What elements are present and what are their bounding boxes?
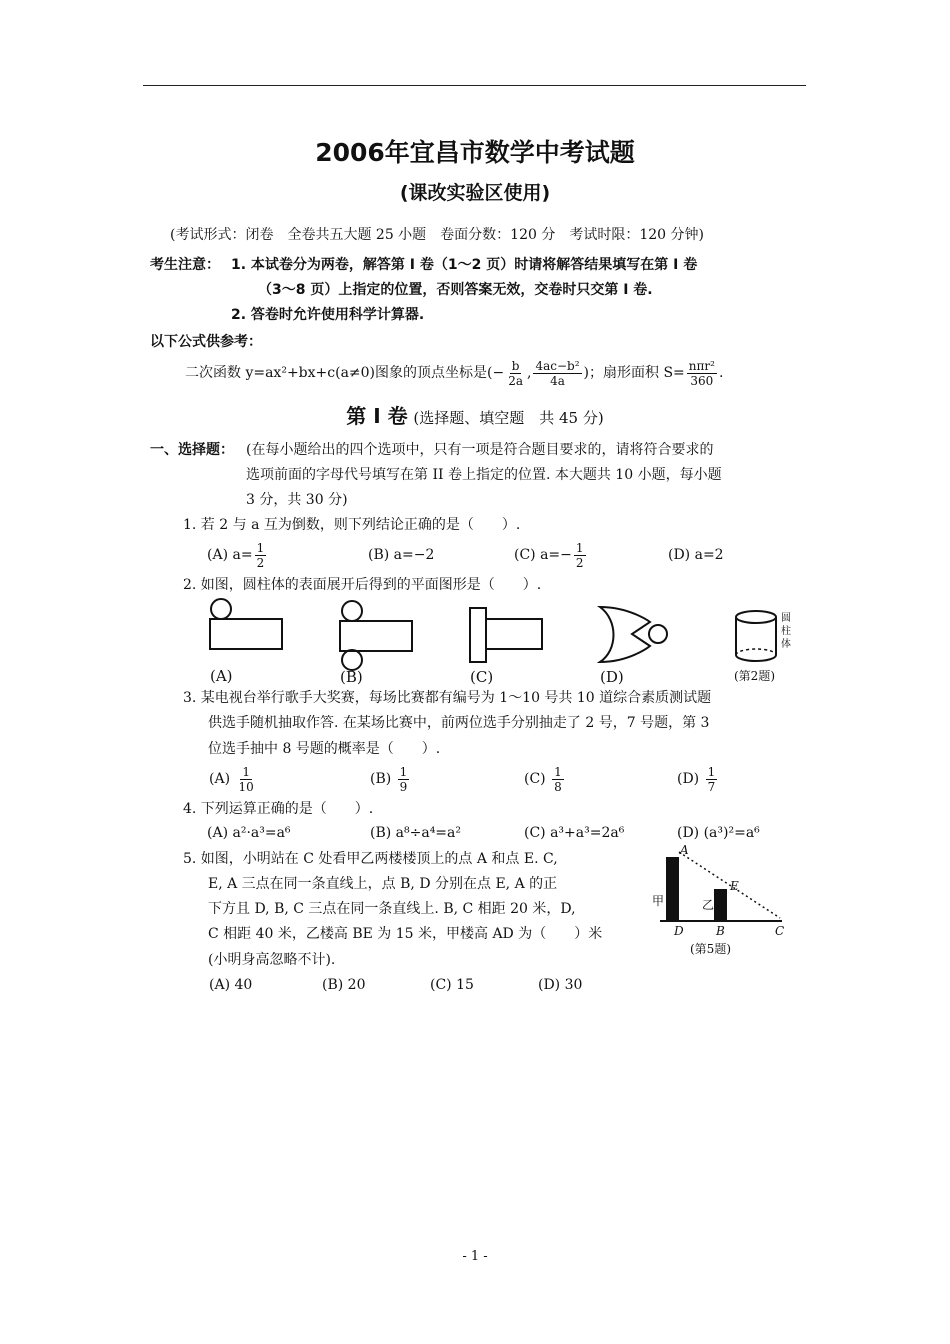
fig-c-rectangle — [486, 619, 542, 649]
notice-item1b: （3～8 页）上指定的位置，否则答案无效，交卷时只交第 I 卷. — [258, 282, 653, 298]
q1-option-c: (C) a=− $\frac{1}{2}$ — [514, 540, 584, 570]
q4-stem: 4. 下列运算正确的是（ ）. — [183, 801, 374, 817]
q3-line2: 供选手随机抽取作答. 在某场比赛中，前两位选手分别抽走了 2 号，7 号题，第 3 — [208, 715, 710, 731]
building-jia — [666, 857, 679, 921]
part1-line2: 选项前面的字母代号填写在第 II 卷上指定的位置. 本大题共 10 小题，每小题 — [246, 467, 722, 483]
q5-point-e: E — [730, 879, 739, 893]
cylinder-bottom — [736, 655, 776, 661]
fig-b-rectangle — [340, 621, 412, 651]
q3-option-a: (A) $\frac{1}{10}$ — [209, 764, 254, 794]
q3-option-c: (C) $\frac{1}{8}$ — [524, 764, 562, 794]
q2-label-c: (C) — [470, 668, 494, 686]
fig-d-circle — [649, 625, 667, 643]
section-note: (选择题、填空题 共 45 分) — [413, 409, 604, 427]
fig-a-rectangle — [210, 619, 282, 649]
q5-line2: E, A 三点在同一条直线上，点 B, D 分别在点 E, A 的正 — [208, 876, 558, 892]
cylinder-label: 圆 柱 体 — [781, 613, 791, 650]
part1-label: 一、选择题： — [150, 442, 234, 458]
building-yi — [714, 889, 727, 921]
q2-caption: (第2题) — [734, 669, 775, 683]
q4-option-c: (C) a³+a³=2a⁶ — [524, 825, 625, 841]
q5-line4: C 相距 40 米，乙楼高 BE 为 15 米，甲楼高 AD 为（ ）米 — [208, 926, 603, 942]
cylinder-bottom-hidden — [736, 649, 776, 655]
cylinder-top — [736, 611, 776, 623]
q3-line1: 3. 某电视台举行歌手大奖赛，每场比赛都有编号为 1～10 号共 10 道综合素质测试题 — [183, 690, 712, 706]
formula-part2: )；扇形面积 S= — [583, 365, 685, 381]
page-title: 2006年宜昌市数学中考试题 — [315, 138, 635, 167]
fraction-b-2a: $\frac{b}{2a}$ — [508, 358, 524, 388]
formula-line: 二次函数 y=ax²+bx+c(a≠0)图象的顶点坐标是(− $\frac{b}{2a}$ , $\frac{\text{4ac−b²}}{4a}$ )；扇形面积 S= $\frac{\text{nπr²}}{360}$ . — [185, 358, 724, 388]
q5-point-a: A — [680, 843, 689, 857]
q5-label-yi: 乙 — [702, 898, 715, 912]
q3-line3: 位选手抽中 8 号题的概率是（ ）. — [208, 741, 441, 757]
formula-part3: . — [718, 365, 724, 381]
q2-label-d: (D) — [600, 668, 624, 686]
fig-b-circle-bottom — [342, 650, 362, 670]
q5-figure — [660, 852, 782, 921]
q1-option-d: (D) a=2 — [668, 547, 724, 563]
q2-label-a: (A) — [210, 667, 233, 685]
fig-c-side-square — [470, 608, 486, 662]
notice-item2: 2. 答卷时允许使用科学计算器. — [231, 307, 425, 323]
q4-option-b: (B) a⁸÷a⁴=a² — [370, 825, 461, 841]
q3-option-d: (D) $\frac{1}{7}$ — [677, 764, 716, 794]
page-number: - 1 - — [462, 1249, 488, 1264]
q1-option-a: (A) a= $\frac{1}{2}$ — [207, 540, 265, 570]
q2-stem: 2. 如图，圆柱体的表面展开后得到的平面图形是（ ）. — [183, 577, 542, 593]
part1-line3: 3 分，共 30 分) — [246, 492, 348, 508]
q3-option-b: (B) $\frac{1}{9}$ — [370, 764, 408, 794]
fig-d-sector — [600, 607, 650, 662]
formula-part1: 二次函数 y=ax²+bx+c(a≠0)图象的顶点坐标是(− — [185, 365, 505, 381]
q5-option-c: (C) 15 — [430, 977, 474, 993]
q2-label-b: (B) — [340, 668, 363, 686]
q5-point-c: C — [775, 924, 785, 938]
q4-option-d: (D) (a³)²=a⁶ — [677, 825, 760, 841]
q5-point-b: B — [716, 924, 725, 938]
notice-item1a: 1. 本试卷分为两卷，解答第 I 卷（1～2 页）时请将解答结果填写在第 I 卷 — [231, 257, 698, 273]
q5-line3: 下方且 D, B, C 三点在同一条直线上. B, C 相距 20 米，D, — [208, 901, 576, 917]
q5-option-a: (A) 40 — [209, 977, 253, 993]
q5-line1: 5. 如图，小明站在 C 处看甲乙两楼楼顶上的点 A 和点 E. C, — [183, 851, 558, 867]
q5-caption: (第5题) — [690, 942, 731, 956]
q5-option-b: (B) 20 — [322, 977, 366, 993]
part1-line1: (在每小题给出的四个选项中，只有一项是符合题目要求的，请将符合要求的 — [246, 442, 714, 458]
formula-intro: 以下公式供参考： — [150, 334, 262, 350]
q5-label-jia: 甲 — [652, 894, 665, 908]
fraction-sector-area: $\frac{\text{nπr²}}{360}$ — [688, 358, 715, 388]
fraction-vertex-y: $\frac{\text{4ac−b²}}{4a}$ — [535, 358, 580, 388]
q5-line5: (小明身高忽略不计). — [208, 952, 336, 968]
fig-b-circle-top — [342, 601, 362, 621]
section-title: 第 I 卷 — [346, 404, 408, 428]
exam-info: (考试形式：闭卷 全卷共五大题 25 小题 卷面分数：120 分 考试时限：120 分钟) — [170, 227, 704, 243]
q4-option-a: (A) a²·a³=a⁶ — [207, 825, 291, 841]
notice-label: 考生注意： — [150, 257, 220, 273]
q5-option-d: (D) 30 — [538, 977, 583, 993]
q1-option-b: (B) a=−2 — [368, 547, 435, 563]
q5-point-d: D — [674, 924, 684, 938]
page-subtitle: (课改实验区使用) — [399, 182, 551, 204]
fig-a-circle — [211, 599, 231, 619]
q1-stem: 1. 若 2 与 a 互为倒数，则下列结论正确的是（ ）. — [183, 517, 521, 533]
